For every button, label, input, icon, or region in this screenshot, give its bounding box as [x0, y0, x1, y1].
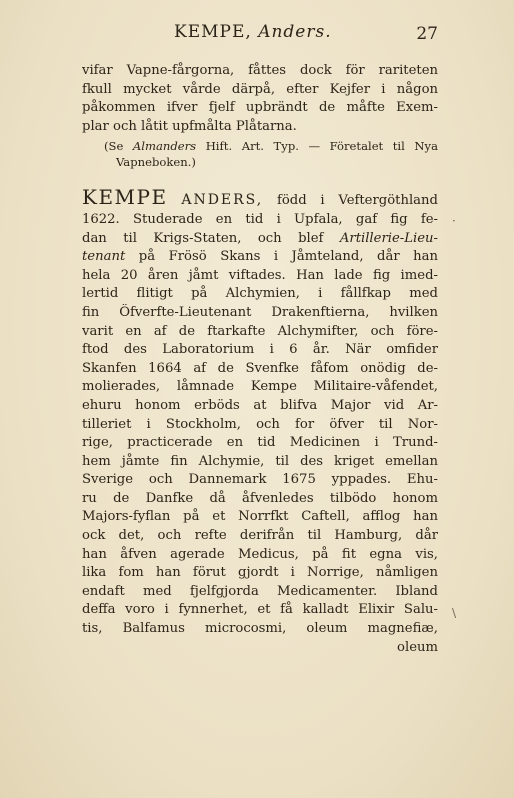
- text-line: plar och låtit upfmålta Plåtarna.: [82, 118, 297, 134]
- biography-entry: [82, 188, 438, 657]
- reference-open: (Se: [104, 139, 124, 154]
- text-line: lika fom han förut gjordt i Norrige, nåmligen: [82, 565, 438, 581]
- text-line: Majors-fyflan på et Norrfkt Caftell, afflog han: [82, 509, 438, 525]
- reference-rest: Art. Typ. — Företalet til Nya: [241, 139, 438, 154]
- printing-speck: \: [452, 606, 457, 620]
- text-line: [82, 248, 438, 267]
- text-line: molierades, låmnade Kempe Militaire-våfendet,: [82, 379, 438, 395]
- text-line: deffa voro i fynnerhet, et få kalladt Elixir Salu-: [82, 602, 438, 618]
- text-line: hela 20 åren jåmt viftades. Han lade fig imed-: [82, 267, 438, 283]
- text-line: ru de Danfke då åfvenledes tilbödo honom: [82, 490, 438, 506]
- reference-line: Vapneboken.): [116, 155, 196, 170]
- text-fragment: på Frösö Skans i Jåmteland, dår han: [138, 249, 438, 265]
- page-header: [78, 22, 438, 44]
- entry-given-name: ANDERS,: [181, 192, 264, 209]
- continuation-paragraph: [82, 62, 438, 136]
- text-line: ock det, och refte derifrån til Hamburg, dår: [82, 528, 438, 544]
- text-line: fkull mycket vårde därpå, efter Kejfer i någon: [82, 81, 438, 97]
- text-line: rige, practicerade en tid Medicinen i Trund-: [82, 435, 438, 451]
- text-line: Sverige och Dannemark 1675 yppades. Ehu-: [82, 472, 438, 488]
- text-line: vifar Vapne-fårgorna, fåttes dock för rariteten: [82, 63, 438, 78]
- text-line: varit en af de ftarkafte Alchymifter, och före-: [82, 323, 438, 339]
- running-head-surname: KEMPE,: [174, 22, 252, 42]
- text-line: lertid flitigt på Alchymien, i fållfkap med: [82, 286, 438, 302]
- text-line: endaft med fjelfgjorda Medicamenter. Ibland: [82, 583, 438, 599]
- text-line: Skanfen 1664 af de Svenfke fåfom onödig de-: [82, 360, 438, 376]
- text-line: hem jåmte fin Alchymie, til des kriget emellan: [82, 453, 438, 469]
- text-line: tis, Balfamus microcosmi, oleum magnefiæ,: [82, 621, 438, 637]
- printing-speck: ·: [452, 214, 456, 228]
- text-line: han åfven agerade Medicus, på fit egna vis,: [82, 546, 438, 562]
- reference-work: Hift.: [205, 139, 233, 154]
- italic-rank: Artillerie-Lieu-: [339, 230, 438, 246]
- text-line: ehuru honom erböds at blifva Major vid Ar-: [82, 397, 438, 413]
- catchword: oleum: [397, 639, 438, 655]
- reference-line: [82, 138, 438, 154]
- text-line: påkommen ifver fjelf upbrändt de måfte Exem-: [82, 100, 438, 116]
- entry-surname: KEMPE: [82, 188, 168, 210]
- text-line: [82, 230, 438, 249]
- text-line: fin Öfverfte-Lieutenant Drakenftierna, hvilken: [82, 304, 438, 320]
- reference-note: [82, 138, 438, 170]
- entry-first-line-rest: född i Veftergöthland: [276, 193, 438, 209]
- text-line: tilleriet i Stockholm, och for öfver til Nor-: [82, 416, 438, 432]
- reference-author: Almanders: [132, 139, 197, 154]
- text-fragment: dan til Krigs-Staten, och blef: [82, 230, 324, 246]
- page-body: [82, 62, 438, 657]
- running-head-given: Anders.: [258, 22, 332, 42]
- text-line: 1622. Studerade en tid i Upfala, gaf fig fe-: [82, 211, 438, 227]
- italic-rank: tenant: [82, 249, 126, 265]
- page-number: 27: [416, 24, 438, 44]
- entry-heading-line: [82, 188, 438, 211]
- running-head: [174, 22, 332, 42]
- text-line: ftod des Laboratorium i 6 år. När omfider: [82, 342, 438, 358]
